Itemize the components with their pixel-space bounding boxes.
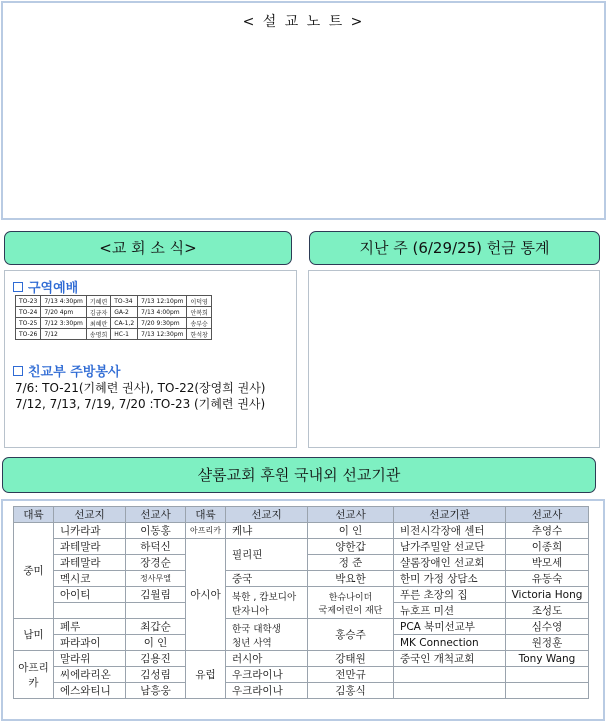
mission-field: 에스와티니 <box>54 683 126 699</box>
worship-cell: TO-26 <box>16 329 41 340</box>
column-header: 대륙 <box>186 507 226 523</box>
mission-field: 페루 <box>54 619 126 635</box>
mission-field: 파라과이 <box>54 635 126 651</box>
mission-field: 씨에라리온 <box>54 667 126 683</box>
offering-stats-header: 지난 주 (6/29/25) 헌금 통계 <box>309 231 600 265</box>
worship-row <box>16 318 212 329</box>
worship-cell: HC-1 <box>111 329 138 340</box>
missionary: 김성림 <box>126 667 186 683</box>
missionary: 정사무엘 <box>126 571 186 587</box>
missionary <box>506 667 589 683</box>
missionary: 남흥웅 <box>126 683 186 699</box>
missionary: Tony Wang <box>506 651 589 667</box>
worship-row <box>16 329 212 340</box>
mission-field: 북한 , 캄보디아 탄자니아 <box>226 587 308 619</box>
worship-cell: 7/13 12:10pm <box>138 296 187 307</box>
agency: 뉴호프 미션 <box>394 603 506 619</box>
column-header: 선교사 <box>506 507 589 523</box>
continent-cell: 아시아 <box>186 539 226 651</box>
mission-field: 니카라과 <box>54 523 126 539</box>
agency: MK Connection <box>394 635 506 651</box>
mission-field: 러시아 <box>226 651 308 667</box>
missionary: Victoria Hong <box>506 587 589 603</box>
column-header: 선교기관 <box>394 507 506 523</box>
agency <box>394 683 506 699</box>
missionary: 장경순 <box>126 555 186 571</box>
worship-cell: 7/12 3:30pm <box>41 318 87 329</box>
kitchen-duty-line: 7/12, 7/13, 7/19, 7/20 :TO-23 (기혜련 권사) <box>15 397 266 411</box>
missionary <box>126 603 186 619</box>
agency <box>394 667 506 683</box>
church-news-panel <box>4 270 297 448</box>
missionary: 한슈나이더 국제어린이 재단 <box>308 587 394 619</box>
district-worship-table <box>15 295 212 340</box>
missions-header: 샬롬교회 후원 국내외 선교기관 <box>2 457 596 493</box>
agency: PCA 북미선교부 <box>394 619 506 635</box>
worship-cell: 송명희 <box>86 329 110 340</box>
missionary: 조성도 <box>506 603 589 619</box>
worship-cell: 7/13 4:30pm <box>41 296 87 307</box>
missionary: 유동숙 <box>506 571 589 587</box>
mission-field: 필리핀 <box>226 539 308 571</box>
kitchen-section-title: 친교부 주방봉사 <box>13 361 120 380</box>
missionary: 박요한 <box>308 571 394 587</box>
missionary: 이동홍 <box>126 523 186 539</box>
continent-cell: 아프리카 <box>14 651 54 699</box>
worship-row <box>16 307 212 318</box>
column-header: 선교지 <box>226 507 308 523</box>
mission-field: 케냐 <box>226 523 308 539</box>
continent-cell: 아프리카 <box>186 523 226 539</box>
column-header: 선교지 <box>54 507 126 523</box>
worship-cell: CA-1,2 <box>111 318 138 329</box>
missionary: 김홍식 <box>308 683 394 699</box>
agency: 샬롬장애인 선교회 <box>394 555 506 571</box>
agency: 비전시각장애 센터 <box>394 523 506 539</box>
missions-table <box>13 506 589 699</box>
missionary: 박모세 <box>506 555 589 571</box>
mission-field: 아이티 <box>54 587 126 603</box>
continent-cell: 중미 <box>14 523 54 619</box>
mission-field: 우크라이나 <box>226 683 308 699</box>
worship-cell: 7/20 4pm <box>41 307 87 318</box>
worship-cell: TO-34 <box>111 296 138 307</box>
agency: 중국인 개척교회 <box>394 651 506 667</box>
missionary: 원정훈 <box>506 635 589 651</box>
kitchen-duty-line: 7/6: TO-21(기혜련 권사), TO-22(장영희 권사) <box>15 381 266 395</box>
worship-section-title: 구역예배 <box>13 277 78 296</box>
mission-field <box>54 603 126 619</box>
worship-cell: 기혜련 <box>86 296 110 307</box>
missionary: 이 인 <box>126 635 186 651</box>
missionary: 홍승주 <box>308 619 394 651</box>
worship-cell: 7/20 9:30pm <box>138 318 187 329</box>
mission-field: 우크라이나 <box>226 667 308 683</box>
square-bullet-icon <box>13 282 23 292</box>
worship-cell: 송부승 <box>187 318 211 329</box>
missionary: 최갑순 <box>126 619 186 635</box>
missionary: 추영수 <box>506 523 589 539</box>
worship-cell: TO-23 <box>16 296 41 307</box>
column-header: 선교사 <box>308 507 394 523</box>
agency: 푸른 초장의 집 <box>394 587 506 603</box>
missionary: 이 인 <box>308 523 394 539</box>
missionary: 심수영 <box>506 619 589 635</box>
agency: 한미 가정 상담소 <box>394 571 506 587</box>
mission-field: 말라위 <box>54 651 126 667</box>
worship-cell: 7/13 4:00pm <box>138 307 187 318</box>
mission-field: 과테말라 <box>54 555 126 571</box>
worship-cell: 최혜란 <box>86 318 110 329</box>
worship-cell: 안복희 <box>187 307 211 318</box>
mission-field: 중국 <box>226 571 308 587</box>
offering-stats-panel <box>308 270 600 448</box>
column-header: 선교사 <box>126 507 186 523</box>
worship-cell: 이덕영 <box>187 296 211 307</box>
worship-cell: 한석창 <box>187 329 211 340</box>
mission-field: 한국 대학생 청년 사역 <box>226 619 308 651</box>
agency: 남가주밀알 선교단 <box>394 539 506 555</box>
worship-cell: TO-24 <box>16 307 41 318</box>
missionary: 강태원 <box>308 651 394 667</box>
worship-cell: 김금자 <box>86 307 110 318</box>
missionary: 하덕신 <box>126 539 186 555</box>
square-bullet-icon <box>13 366 23 376</box>
worship-cell: GA-2 <box>111 307 138 318</box>
continent-cell: 남미 <box>14 619 54 651</box>
missionary: 김용진 <box>126 651 186 667</box>
missionary: 전만규 <box>308 667 394 683</box>
continent-cell: 유럽 <box>186 651 226 699</box>
missionary: 이종희 <box>506 539 589 555</box>
church-news-header: <교 회 소 식> <box>4 231 292 265</box>
mission-field: 과테말라 <box>54 539 126 555</box>
missionary: 양한갑 <box>308 539 394 555</box>
missionary <box>506 683 589 699</box>
missionary: 김월림 <box>126 587 186 603</box>
sermon-notes-title: < 설 교 노 트 > <box>242 14 365 30</box>
worship-row <box>16 296 212 307</box>
worship-cell: TO-25 <box>16 318 41 329</box>
worship-cell: 7/12 <box>41 329 87 340</box>
column-header: 대륙 <box>14 507 54 523</box>
worship-cell: 7/13 12:30pm <box>138 329 187 340</box>
sermon-notes-box[interactable] <box>1 1 606 220</box>
missionary: 정 준 <box>308 555 394 571</box>
mission-field: 멕시코 <box>54 571 126 587</box>
